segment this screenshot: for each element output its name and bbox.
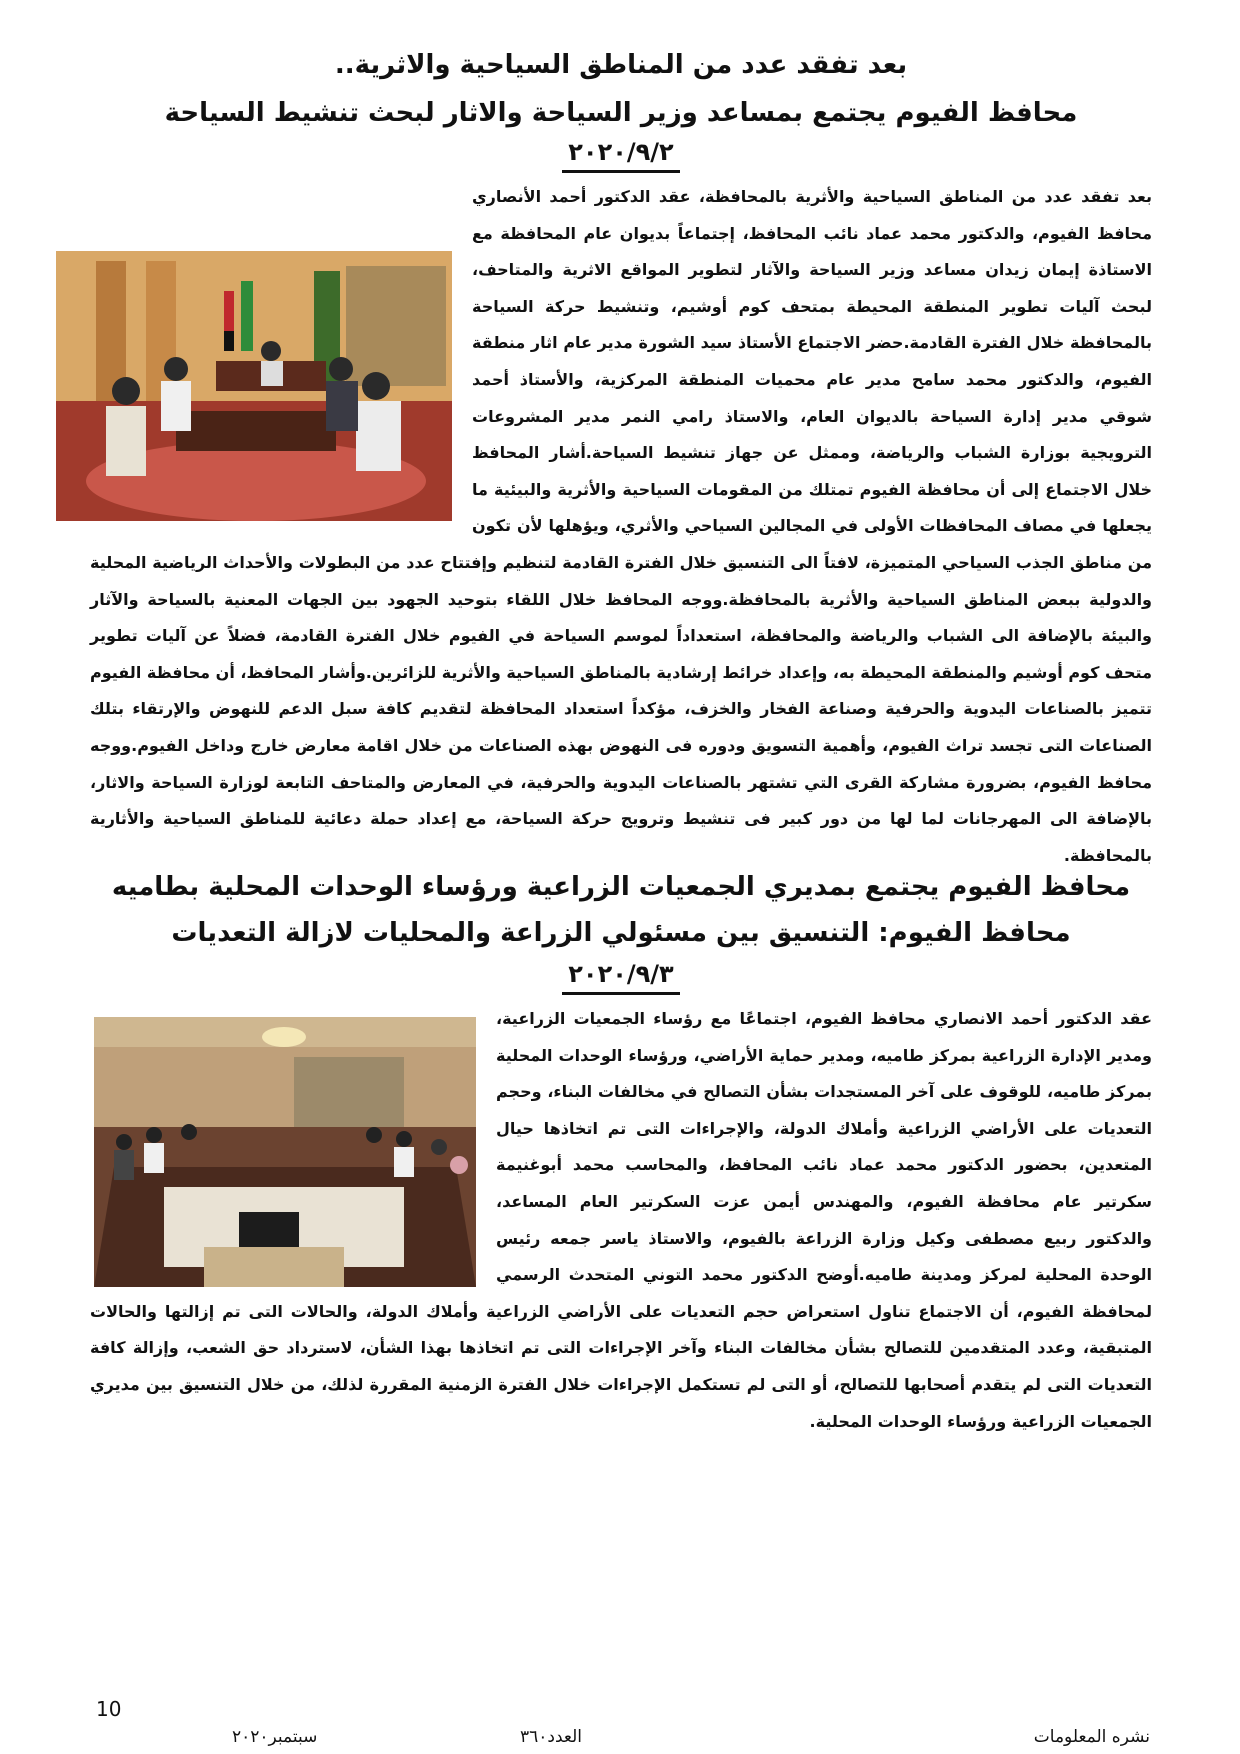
footer-issue: العدد٣٦٠ xyxy=(520,1727,583,1747)
article-1-kicker: بعد تفقد عدد من المناطق السياحية والاثرية.. xyxy=(334,50,908,80)
article-2-date: ٢٠٢٠/٩/٣ xyxy=(562,960,679,995)
footer-month: سبتمبر٢٠٢٠ xyxy=(232,1727,318,1747)
footer-publication: نشره المعلومات xyxy=(1033,1727,1150,1747)
article-2-body: عقد الدكتور أحمد الانصاري محافظ الفيوم، اجتماعًا مع رؤساء الجمعيات الزراعية، ومدير الإدارة الزراعية بمركز طاميه، ومدير حماية الأراضي، ورؤساء الوحدات المحلية بمركز طاميه، للوقوف على آخر المستجدات بشأن التصالح في مخالفات البناء، وحجم التعديات على الأراضي الزراعية وأملاك الدولة، والإجراءات التى تم اتخاذها حيال المتعدين، بحضور الدكتور محمد عماد نائب المحافظ، والمحاسب محمد أبوغنيمة سكرتير عام محافظة الفيوم، والمهندس أيمن عزت السكرتير العام المساعد، والدكتور ربيع مصطفى وكيل وزارة الزراعة بالفيوم، والاستاذ ياسر جمعه رئيس الوحدة المحلية لمركز ومدينة طاميه.أوضح الدكتور محمد التوني المتحدث الرسمي لمحافظة الفيوم، أن الاجتماع تناول استعراض حجم التعديات على الأراضي الزراعية وأملاك الدولة، والحالات التى تم إزالتها والحالات المتبقية، وعدد المتقدمين للتصالح بشأن مخالفات البناء وآخر الإجراءات التى تم اتخاذها بهذا الشأن، لاسترداد حق الشعب، وإزالة كافة التعديات التى لم يتقدم أصحابها للتصالح، أو التى لم تستكمل الإجراءات خلال الفترة الزمنية المقررة لذلك، من خلال التنسيق بين مديري الجمعيات الزراعية ورؤساء الوحدات المحلية. xyxy=(90,1009,1152,1431)
article-2-body-block xyxy=(90,1001,1152,1440)
article-2-title: محافظ الفيوم يجتمع بمديري الجمعيات الزراعية ورؤساء الوحدات المحلية بطاميه xyxy=(111,872,1131,902)
article-1-body: بعد تفقد عدد من المناطق السياحية والأثرية بالمحافظة، عقد الدكتور أحمد الأنصاري محافظ الفيوم، والدكتور محمد عماد نائب المحافظ، إجتماعاً بديوان عام المحافظة مع الاستاذة إيمان زيدان مساعد وزير السياحة والآثار لتطوير المواقع الاثرية والمتاحف، لبحث آليات تطوير المنطقة المحيطة بمتحف كوم أوشيم، وتنشيط حركة السياحة بالمحافظة خلال الفترة القادمة.حضر الاجتماع الأستاذ سيد الشورة مدير عام اثار منطقة الفيوم، والدكتور محمد سامح مدير عام محميات المنطقة المركزية، والأستاذ أحمد شوقي مدير إدارة السياحة بالديوان العام، والاستاذ رامي النمر مدير المشروعات الترويجية بوزارة الشباب والرياضة، وممثل عن جهاز تنشيط السياحة.أشار المحافظ خلال الاجتماع إلى أن محافظة الفيوم تمتلك من المقومات السياحية والأثرية والبيئية ما يجعلها في مصاف المحافظات الأولى في المجالين السياحي والأثري، ويؤهلها لأن تكون من مناطق الجذب السياحي المتميزة، لافتاً الى التنسيق خلال الفترة القادمة لتنظيم وإفتتاح عدد من البطولات والأحداث الرياضية المحلية والدولية ببعض المناطق السياحية والأثرية بالمحافظة.ووجه المحافظ خلال اللقاء بتوحيد الجهود بين الجهات المعنية بالسياحة والآثار والبيئة بالإضافة الى الشباب والرياضة والمحافظة، استعداداً لموسم السياحة في الفيوم خلال الفترة القادمة، فضلاً عن آليات تطوير متحف كوم أوشيم والمنطقة المحيطة به، وإعداد خرائط إرشادية بالمناطق السياحية والأثرية للزائرين.وأشار المحافظ، أن محافظة الفيوم تتميز بالصناعات اليدوية والحرفية وصناعة الفخار والخزف، مؤكداً استعداد المحافظة لتقديم كافة سبل الدعم للنهوض والإرتقاء بتلك الصناعات التى تجسد تراث الفيوم، وأهمية التسويق ودوره فى النهوض بهذه الصناعات من خلال اقامة معارض خارج وداخل الفيوم.ووجه محافظ الفيوم، بضرورة مشاركة القرى التي تشتهر بالصناعات اليدوية والحرفية، في المعارض والمتاحف التابعة لوزارة السياحة والاثار، بالإضافة الى المهرجانات لما لها من دور كبير فى تنشيط وترويج حركة السياحة، مع إعداد حملة دعائية للمناطق السياحية والأثارية بالمحافظة. xyxy=(90,187,1152,865)
article-2-subtitle: محافظ الفيوم: التنسيق بين مسئولي الزراعة والمحليات لازالة التعديات xyxy=(171,918,1071,948)
article-2-photo xyxy=(94,1017,476,1287)
article-2-date-line xyxy=(90,960,1152,995)
page-number: 10 xyxy=(96,1697,122,1721)
article-1-title: محافظ الفيوم يجتمع بمساعد وزير السياحة والاثار لبحث تنشيط السياحة xyxy=(164,98,1078,128)
article-2 xyxy=(90,870,1152,1440)
article-1 xyxy=(90,48,1152,874)
article-1-photo xyxy=(56,251,452,521)
article-1-date-line xyxy=(90,138,1152,173)
article-1-date: ٢٠٢٠/٩/٢ xyxy=(562,138,679,173)
meeting-room-photo xyxy=(56,251,452,521)
article-1-body-block xyxy=(90,179,1152,874)
conference-room-photo xyxy=(94,1017,476,1287)
